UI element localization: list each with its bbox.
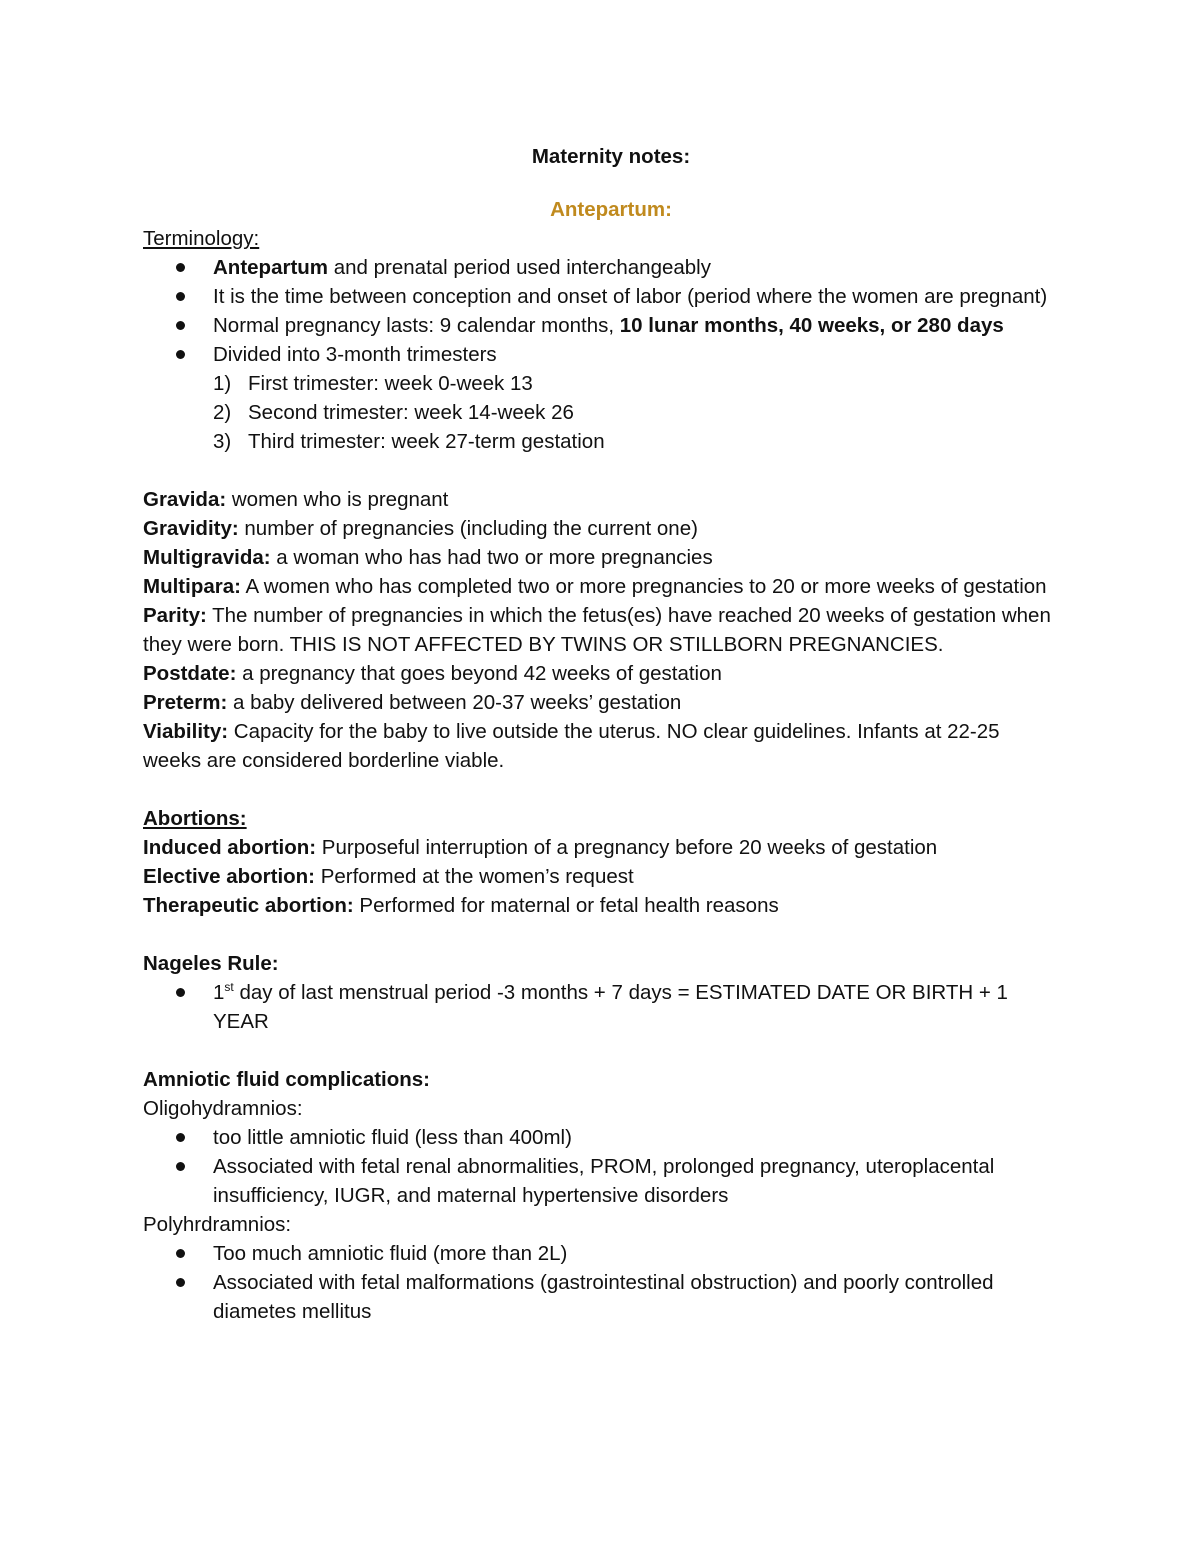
list-item <box>143 1268 1063 1326</box>
list-item <box>143 1152 1063 1210</box>
nageles-list <box>143 978 1063 1036</box>
list-item-text: Third trimester: week 27-term gestation <box>248 430 605 453</box>
section-title-antepartum: Antepartum: <box>550 198 672 221</box>
definition-term: Viability: <box>143 720 229 743</box>
list-item-text: Too much amniotic fluid (more than 2L) <box>213 1242 568 1265</box>
amniotic-heading: Amniotic fluid complications: <box>143 1068 431 1091</box>
definition-text: The number of pregnancies in which the fetus(es) have reached 20 weeks of gestation when they were born. THIS IS NOT AFFECTED BY TWINS OR STILLBORN PREGNANCIES. <box>143 604 1051 656</box>
definition-text: a baby delivered between 20-37 weeks’ gestation <box>227 691 682 714</box>
definition-text: Purposeful interruption of a pregnancy before 20 weeks of gestation <box>316 836 938 859</box>
oligohydramnios-list <box>143 1123 1063 1210</box>
trimester-list <box>143 369 1063 456</box>
abortion-elective <box>143 862 1063 891</box>
list-item-text: First trimester: week 0-week 13 <box>248 372 533 395</box>
definition-parity <box>143 601 1063 659</box>
list-item <box>143 311 1063 340</box>
document-title: Maternity notes: <box>531 145 691 168</box>
spacer <box>143 1036 1063 1065</box>
list-item-text: Associated with fetal malformations (gastrointestinal obstruction) and poorly controlled diametes mellitus <box>213 1271 994 1323</box>
list-item-text: Second trimester: week 14-week 26 <box>248 401 574 424</box>
definition-term: Gravidity: <box>143 517 239 540</box>
list-item <box>143 1123 1063 1152</box>
pregnancy-length-bold: 10 lunar months, 40 weeks, or 280 days <box>619 314 1004 337</box>
list-number: 1) <box>213 372 232 395</box>
abortions-heading: Abortions: <box>143 807 247 830</box>
terminology-list <box>143 253 1063 369</box>
list-item <box>143 978 1063 1036</box>
abortion-therapeutic <box>143 891 1063 920</box>
definition-postdate <box>143 659 1063 688</box>
spacer <box>143 775 1063 804</box>
list-number: 2) <box>213 401 232 424</box>
list-item <box>143 1239 1063 1268</box>
oligohydramnios-label: Oligohydramnios: <box>143 1097 303 1120</box>
spacer <box>143 920 1063 949</box>
terminology-heading: Terminology: <box>143 227 260 250</box>
definition-text: number of pregnancies (including the current one) <box>238 517 698 540</box>
ordinal-suffix: st <box>224 980 234 994</box>
abortion-induced <box>143 833 1063 862</box>
definition-term: Induced abortion: <box>143 836 317 859</box>
definition-term: Therapeutic abortion: <box>143 894 354 917</box>
definition-multipara <box>143 572 1063 601</box>
definition-gravidity <box>143 514 1063 543</box>
list-number: 3) <box>213 430 232 453</box>
definitions-block <box>143 485 1063 775</box>
list-item-text: Associated with fetal renal abnormalities, PROM, prolonged pregnancy, uteroplacental insufficiency, IUGR, and maternal hypertensive disorders <box>213 1155 995 1207</box>
list-item <box>143 253 1063 282</box>
list-item-text: and prenatal period used interchangeably <box>328 256 711 279</box>
ordinal-number: 1 <box>213 981 225 1004</box>
spacer <box>143 456 1063 485</box>
definition-text: A women who has completed two or more pregnancies to 20 or more weeks of gestation <box>240 575 1047 598</box>
definition-term: Preterm: <box>143 691 228 714</box>
list-item-text: Normal pregnancy lasts: 9 calendar months, <box>213 314 620 337</box>
list-item <box>143 427 1063 456</box>
definition-term: Elective abortion: <box>143 865 316 888</box>
definition-term: Gravida: <box>143 488 227 511</box>
definition-text: Performed at the women’s request <box>315 865 634 888</box>
list-item <box>143 282 1063 311</box>
definition-text: a woman who has had two or more pregnancies <box>270 546 713 569</box>
nageles-heading: Nageles Rule: <box>143 952 279 975</box>
list-item <box>143 398 1063 427</box>
document-content <box>143 142 1063 1326</box>
definition-multigravida <box>143 543 1063 572</box>
list-item <box>143 369 1063 398</box>
term-antepartum: Antepartum <box>213 256 329 279</box>
list-item-text: Divided into 3-month trimesters <box>213 343 497 366</box>
list-item-text: It is the time between conception and onset of labor (period where the women are pregnant) <box>213 285 1048 308</box>
definition-gravida <box>143 485 1063 514</box>
definition-preterm <box>143 688 1063 717</box>
polyhydramnios-list <box>143 1239 1063 1326</box>
list-item-text: too little amniotic fluid (less than 400ml) <box>213 1126 572 1149</box>
list-item <box>143 340 1063 369</box>
polyhydramnios-label: Polyhrdramnios: <box>143 1213 292 1236</box>
definition-text: Capacity for the baby to live outside the uterus. NO clear guidelines. Infants at 22-25 weeks are considered borderline viable. <box>143 720 1000 772</box>
definition-text: women who is pregnant <box>226 488 449 511</box>
definition-term: Parity: <box>143 604 207 627</box>
definition-text: Performed for maternal or fetal health reasons <box>353 894 779 917</box>
definition-text: a pregnancy that goes beyond 42 weeks of gestation <box>236 662 722 685</box>
definition-viability <box>143 717 1063 775</box>
definition-term: Multigravida: <box>143 546 271 569</box>
definition-term: Postdate: <box>143 662 237 685</box>
definition-term: Multipara: <box>143 575 241 598</box>
list-item-text: day of last menstrual period -3 months + 7 days = ESTIMATED DATE OR BIRTH + 1 YEAR <box>213 981 1008 1033</box>
